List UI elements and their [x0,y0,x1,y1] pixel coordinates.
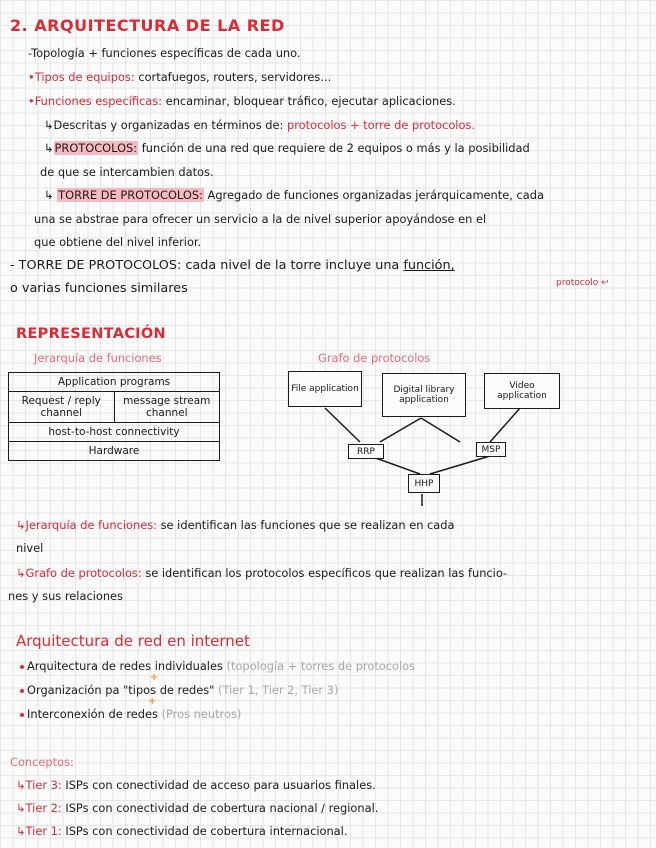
tipos-equipos-text: cortafuegos, routers, servidores... [134,70,332,84]
desc-grafo-text: se identifican los protocolos específicos que realizan las funcio- [141,566,508,580]
internet-item-text: Interconexión de redes [27,707,158,721]
graph-node-hhp: HHP [408,474,440,493]
intro-line-6: de que se intercambien datos. [40,165,214,179]
intro-line-4 [44,118,475,132]
internet-item-text: Arquitectura de redes individuales [27,659,223,673]
stack-cell: Request / reply channel [21,395,101,419]
bullet-icon [20,665,24,669]
plus-icon: + [148,696,157,707]
plus-icon: + [150,672,159,683]
desc-jerarquia-text: se identifican las funciones que se realizan en cada [156,518,455,532]
funciones-especificas-label: •Funciones específicas: [28,94,163,108]
desc-grafo [16,566,507,580]
concepto-text: ISPs con conectividad de cobertura nacional / regional. [61,801,379,815]
function-hierarchy-table [8,372,220,461]
protocolos-text: función de una red que requiere de 2 equipos o más y la posibilidad [138,141,530,155]
intro-line-3 [28,94,456,108]
desc-grafo-label: ↳Grafo de protocolos: [16,566,142,580]
stack-row-application [9,373,219,392]
concepto-text: ISPs con conectividad de cobertura internacional. [61,824,348,838]
internet-item-text: Organización pa "tipos de redes" [27,683,215,697]
graph-node-digital-library-app: Digital library application [382,373,466,417]
torre-nivel-text: - TORRE DE PROTOCOLOS: cada nivel de la torre incluye una [10,258,404,273]
intro-line-11: o varias funciones similares [10,281,188,296]
torre-protocolos-text: Agregado de funciones organizadas jerárquicamente, cada [203,188,544,202]
internet-item-note: (topología + torres de protocolos [226,659,416,673]
internet-item [20,659,415,673]
concepto-label: ↳Tier 3: [16,778,62,792]
descritas-red-text: protocolos + torre de protocolos. [287,118,475,132]
tipos-equipos-label: •Tipos de equipos: [28,70,135,84]
desc-jerarquia [16,518,455,532]
stack-row-hardware [9,442,219,460]
intro-line-8: una se abstrae para ofrecer un servicio a la de nivel superior apoyándose en el [34,212,487,226]
concepto-label: ↳Tier 1: [16,824,62,838]
intro-line-7: ↳ TORRE DE PROTOCOLOS: Agregado de funciones organizadas jerárquicamente, cada [44,188,544,202]
protocolos-label: PROTOCOLOS: [54,141,138,155]
internet-item-note: (Tier 1, Tier 2, Tier 3) [218,683,339,697]
intro-line-10 [10,258,455,274]
concepto-text: ISPs con conectividad de acceso para usuarios finales. [61,778,376,792]
graph-node-rrp: RRP [348,444,384,459]
stack-row-channels [9,392,219,423]
concepto-item [16,801,378,815]
bullet-icon [20,689,24,693]
page-title: 2. ARQUITECTURA DE LA RED [10,16,285,35]
graph-node-video-app: Video application [484,373,560,409]
stack-cell: Hardware [88,445,140,457]
conceptos-heading: Conceptos: [10,755,74,769]
internet-item [20,683,338,697]
stack-cell: host-to-host connectivity [48,426,180,438]
representacion-heading: REPRESENTACIÓN [16,326,166,342]
desc-jerarquia-cont: nivel [16,541,44,555]
internet-item-note: (Pros neutros) [161,707,242,721]
funcion-underlined: función, [403,258,455,273]
jerarquia-label: Jerarquía de funciones [34,351,162,365]
stack-cell: Application programs [57,376,171,388]
protocolo-note: protocolo ↩ [556,278,609,288]
stack-cell: message stream channel [114,392,220,422]
intro-line-9: que obtiene del nivel inferior. [34,235,202,249]
internet-heading: Arquitectura de red en internet [16,632,250,650]
graph-node-msp: MSP [476,442,506,457]
stack-row-host [9,423,219,442]
descritas-text: ↳Descritas y organizadas en términos de: [44,118,288,132]
concepto-label: ↳Tier 2: [16,801,62,815]
funciones-especificas-text: encaminar, bloquear tráfico, ejecutar aplicaciones. [162,94,456,108]
graph-node-file-app: File application [288,371,362,407]
intro-line-5: ↳PROTOCOLOS: función de una red que requiere de 2 equipos o más y la posibilidad [44,141,530,155]
concepto-item [16,824,347,838]
desc-jerarquia-label: ↳Jerarquía de funciones: [16,518,157,532]
internet-item [20,707,241,721]
bullet-icon [20,713,24,717]
torre-protocolos-label: TORRE DE PROTOCOLOS: [58,188,203,202]
intro-line-1: -Topología + funciones específicas de cada uno. [28,46,301,60]
intro-line-2 [28,70,331,84]
desc-grafo-cont: nes y sus relaciones [8,589,123,603]
grafo-label: Grafo de protocolos [318,351,431,365]
concepto-item [16,778,376,792]
